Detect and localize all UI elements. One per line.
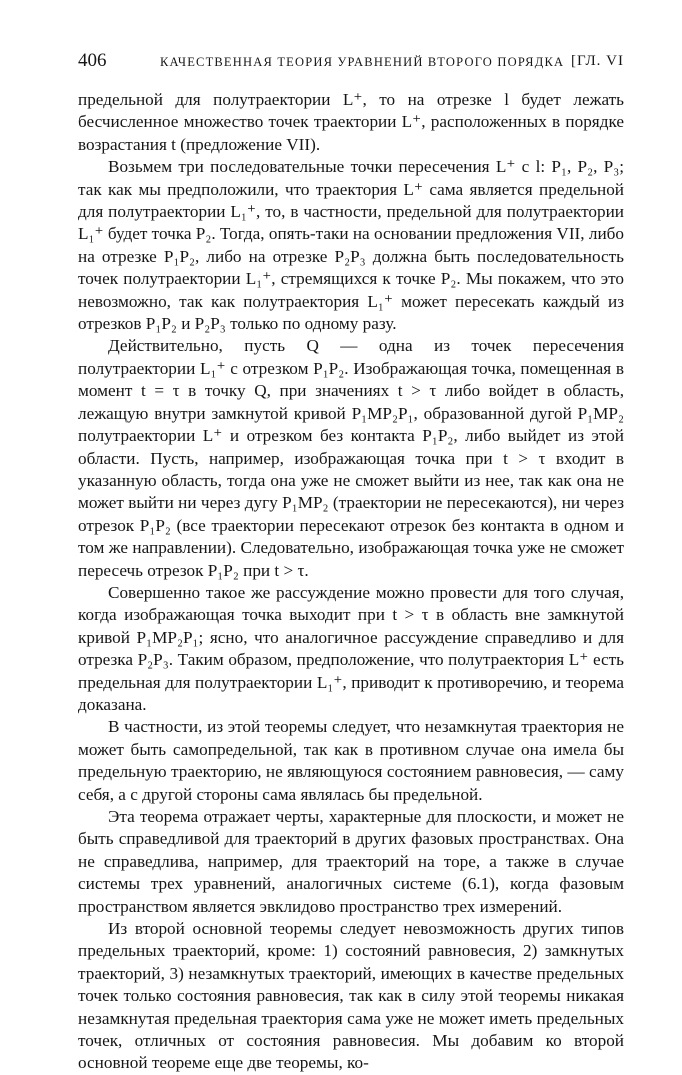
paragraph-1: предельной для полутраектории L⁺, то на отрезке l будет лежать бесчисленное множество точек траектории L⁺, расположенных в порядке возрастания t (предложение VII). (78, 90, 624, 154)
page-number: 406 (78, 50, 107, 71)
running-title: КАЧЕСТВЕННАЯ ТЕОРИЯ УРАВНЕНИЙ ВТОРОГО ПОРЯДКА (160, 55, 565, 69)
running-header (78, 50, 624, 76)
paragraph-6: Эта теорема отражает черты, характерные для плоскости, и может не быть справедливой для траекторий в других фазовых пространствах. Она не справедлива, например, для траекторий на торе, а также в случае системы трех уравнений, аналогичных системе (6.1), когда фазовым пространством является эвклидово пространство трех измерений. (78, 807, 624, 916)
chapter-label: [ГЛ. VI (570, 53, 624, 69)
paragraph-7: Из второй основной теоремы следует невозможность других типов предельных траекторий, кроме: 1) состояний равновесия, 2) замкнутых траекторий, 3) незамкнутых траекторий, имеющих в качестве предельных точек только состояния равновесия, так как в силу этой теоремы никакая незамкнутая предельная траектория сама уже не может иметь предельных точек, отличных от состояния равновесия. Мы добавим ко второй основной теореме еще две теоремы, ко- (78, 919, 624, 1073)
page-body (78, 89, 624, 1075)
paragraph-5: В частности, из этой теоремы следует, что незамкнутая траектория не может быть самопредельной, так как в противном случае она имела бы предельную траекторию, не являющуюся состоянием равновесия, — саму себя, а с другой стороны сама являлась бы предельной. (78, 717, 624, 804)
paragraph-4: Совершенно такое же рассуждение можно провести для того случая, когда изображающая точка выходит при t > τ в область вне замкнутой кривой P₁MP₂P₁; ясно, что аналогичное рассуждение справедливо и для отрезка P₂P₃. Таким образом, предположение, что полутраектория L⁺ есть предельная для полутраектории L₁⁺, приводит к противоречию, и теорема доказана. (78, 582, 624, 714)
paragraph-3: Действительно, пусть Q — одна из точек пересечения полутраектории L₁⁺ с отрезком P₁P₂. Изображающая точка, помещенная в момент t = τ в точку Q, при значениях t > τ либо войдет в область, лежащую внутри замкнутой кривой P₁MP₂P₁, образованной дугой P₁MP₂ полутраектории L⁺ и отрезком без контакта P₁P₂, либо выйдет из этой области. Пусть, например, изображающая точка при t > τ входит в указанную область, тогда она уже не сможет выйти из нее, так как она не может выйти ни через дугу P₁MP₂ (траектории не пересекаются), ни через отрезок P₁P₂ (все траектории пересекают отрезок без контакта в одном и том же направлении). Следовательно, изображающая точка уже не сможет пересечь отрезок P₁P₂ при t > τ. (78, 336, 624, 580)
paragraph-2: Возьмем три последовательные точки пересечения L⁺ с l: P₁, P₂, P₃; так как мы предположили, что траектория L⁺ сама является предельной для полутраектории L₁⁺, то, в частности, предельной для полутраектории L₁⁺ будет точка P₂. Тогда, опять-таки на основании предложения VII, либо на отрезке P₁P₂, либо на отрезке P₂P₃ должна быть последовательность точек полутраектории L₁⁺, стремящихся к точке P₂. Мы покажем, что это невозможно, так как полутраектория L₁⁺ может пересекать каждый из отрезков P₁P₂ и P₂P₃ только по одному разу. (78, 157, 624, 334)
